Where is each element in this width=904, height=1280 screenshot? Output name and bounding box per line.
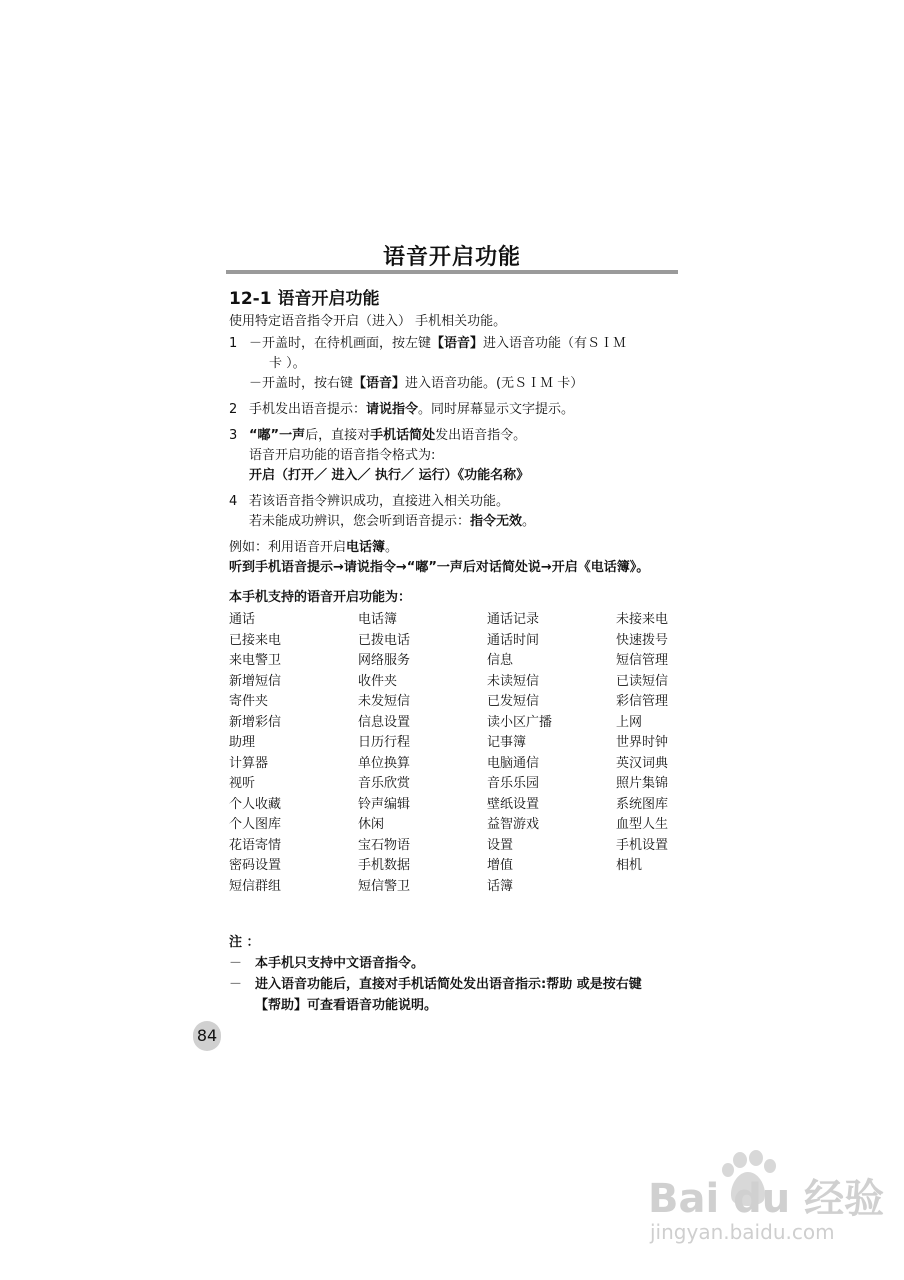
function-item: 短信群组	[229, 878, 282, 894]
text: 。	[522, 514, 536, 529]
step-body	[249, 426, 679, 486]
step-1	[229, 334, 679, 394]
function-item: 计算器	[229, 755, 269, 771]
note-1	[229, 953, 681, 974]
function-item: 新增短信	[229, 673, 282, 689]
watermark	[640, 1150, 885, 1260]
step-body	[249, 492, 679, 532]
text: 例如：利用语音开启	[229, 540, 347, 555]
example-flow: 听到手机语音提示→请说指令→“嘟”一声后对话简处说→开启《电话簿》。	[229, 560, 650, 575]
function-item: 英汉词典	[616, 755, 669, 771]
text: 。同时屏幕显示文字提示。	[418, 402, 575, 417]
baidu-paw-icon	[648, 1150, 885, 1222]
intro-text: 使用特定语音指令开启（进入） 手机相关功能。	[229, 314, 507, 329]
function-item: 通话记录	[487, 612, 540, 627]
function-item: 个人图库	[229, 817, 282, 832]
function-item: 短信警卫	[358, 878, 411, 894]
step-4	[229, 492, 679, 532]
note-line: 进入语音功能后，直接对手机话简处发出语音指示:帮助 或是按右键	[255, 977, 642, 992]
prompt-text: 请说指令	[366, 402, 419, 417]
text: 手机发出语音提示：	[249, 402, 367, 417]
function-item: 单位换算	[358, 755, 411, 771]
function-item: 信息	[487, 653, 514, 668]
function-item: 收件夹	[358, 673, 398, 689]
text: 进入语音功能（有ＳＩＭ	[483, 336, 627, 351]
function-item: 手机设置	[616, 837, 669, 853]
function-item: 通话时间	[487, 632, 540, 648]
function-item: 已接来电	[229, 632, 282, 648]
step-3	[229, 426, 679, 486]
function-item: 来电警卫	[229, 653, 282, 668]
mic-text: 手机话简处	[370, 428, 436, 443]
function-item: 彩信管理	[616, 694, 669, 709]
key-voice: 【语音】	[353, 376, 406, 391]
text: 。	[385, 540, 399, 555]
function-item: 相机	[616, 858, 643, 873]
function-item: 设置	[487, 837, 514, 853]
function-item: 铃声编辑	[358, 796, 411, 812]
example-line	[229, 538, 679, 558]
watermark-url: jingyan.baidu.com	[650, 1220, 835, 1244]
key-voice: 【语音】	[431, 336, 484, 351]
beep-text: “嘟”一声	[249, 428, 306, 443]
page-title: 语音开启功能	[382, 245, 521, 270]
step-number: 4	[229, 494, 238, 509]
step-body	[249, 400, 679, 420]
function-item: 个人收藏	[229, 796, 282, 812]
function-item: 世界时钟	[616, 735, 669, 750]
function-item: 读小区广播	[487, 714, 553, 730]
text: －开盖时，按右键	[249, 376, 354, 391]
supported-label: 本手机支持的语音开启功能为：	[229, 590, 412, 605]
function-item: 话簿	[487, 878, 514, 894]
section-12-1	[229, 288, 679, 897]
dash: －	[229, 956, 243, 971]
function-item: 未读短信	[487, 673, 540, 689]
dash: －	[229, 977, 243, 992]
function-item: 电话簿	[358, 612, 398, 627]
function-item: 网络服务	[358, 653, 411, 668]
note-2	[229, 974, 681, 1016]
step-number: 3	[229, 428, 238, 443]
text: 若未能成功辨识，您会听到语音提示：	[249, 514, 471, 529]
function-item: 益智游戏	[487, 817, 540, 832]
function-item: 照片集锦	[616, 776, 669, 791]
function-item: 短信管理	[616, 653, 669, 668]
section-heading: 12-1 语音开启功能	[229, 289, 380, 309]
function-item	[616, 877, 686, 898]
step-number: 1	[229, 336, 238, 351]
invalid-text: 指令无效	[470, 514, 523, 529]
function-grid	[229, 610, 679, 897]
step1-line-a	[249, 334, 679, 354]
step3-line-a	[249, 426, 679, 446]
function-item: 视听	[229, 776, 256, 791]
function-item: 助理	[229, 735, 256, 750]
function-item: 快速拨号	[616, 632, 669, 648]
function-item: 已读短信	[616, 673, 669, 689]
step4-line-b	[249, 512, 679, 532]
function-item: 血型人生	[616, 817, 669, 832]
step-number: 2	[229, 402, 238, 417]
function-item: 手机数据	[358, 858, 411, 873]
function-item: 已发短信	[487, 694, 540, 709]
function-item: 记事簿	[487, 735, 527, 750]
function-item: 宝石物语	[358, 837, 411, 853]
text: 后，直接对	[305, 428, 371, 443]
function-item: 系统图库	[616, 796, 669, 812]
function-item: 休闲	[358, 817, 385, 832]
function-item: 音乐欣赏	[358, 776, 411, 791]
step1-line-b	[249, 374, 679, 394]
title-rule	[226, 270, 678, 274]
function-item: 壁纸设置	[487, 796, 540, 812]
logo-text: Bai du 经验	[648, 1176, 885, 1222]
function-item: 音乐乐园	[487, 776, 540, 791]
function-item: 未接来电	[616, 612, 669, 627]
function-item: 新增彩信	[229, 714, 282, 730]
page-number: 84	[193, 1021, 221, 1051]
step-2	[229, 400, 679, 420]
function-item: 电脑通信	[487, 755, 540, 771]
note-text: 本手机只支持中文语音指令。	[255, 956, 425, 971]
notes-label: 注 ：	[229, 935, 260, 950]
function-item: 增值	[487, 858, 514, 873]
format-label: 语音开启功能的语音指令格式为:	[249, 448, 436, 463]
function-item: 寄件夹	[229, 694, 269, 709]
function-item: 信息设置	[358, 714, 411, 730]
note-text	[255, 974, 642, 1016]
function-item: 通话	[229, 612, 256, 627]
step4-line-a: 若该语音指令辨识成功，直接进入相关功能。	[249, 494, 510, 509]
function-item: 已拨电话	[358, 632, 411, 648]
step-body	[249, 334, 679, 394]
text: －开盖时，在待机画面，按左键	[249, 336, 432, 351]
text: 发出语音指令。	[435, 428, 527, 443]
function-item: 未发短信	[358, 694, 411, 709]
function-item: 日历行程	[358, 735, 411, 750]
command-format: 开启（打开／ 进入／ 执行／ 运行）《功能名称》	[249, 468, 530, 483]
function-item: 上网	[616, 714, 643, 730]
step1-line-a-cont: 卡 ）。	[269, 356, 306, 371]
notes	[229, 932, 681, 1016]
note-line: 【帮助】可查看语音功能说明。	[255, 998, 438, 1013]
function-item: 密码设置	[229, 858, 282, 873]
phonebook-text: 电话簿	[346, 540, 386, 555]
text: 进入语音功能。(无ＳＩＭ 卡）	[405, 376, 584, 391]
function-item: 花语寄情	[229, 837, 282, 853]
